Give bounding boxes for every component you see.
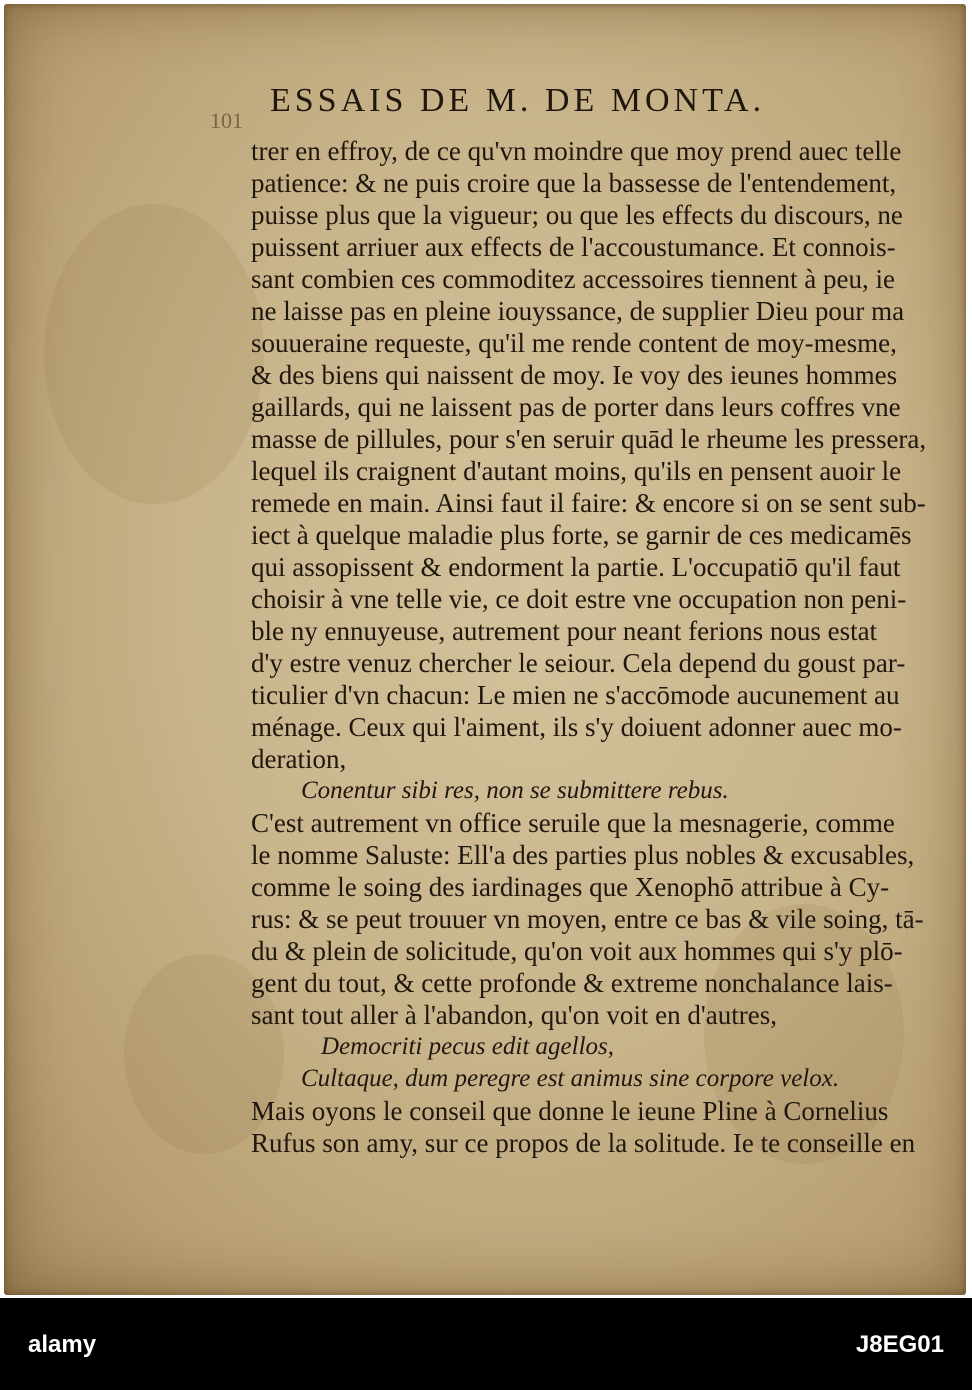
text-line: iect à quelque maladie plus forte, se garnir de ces medicamēs [251,520,912,550]
text-line: du & plein de solicitude, qu'on voit aux hommes qui s'y plō- [251,936,903,966]
text-line: qui assopissent & endorment la partie. L'occupatiō qu'il faut [251,552,901,582]
stock-site-label: alamy [28,1331,97,1358]
text-line: puisse plus que la vigueur; ou que les effects du discours, ne [251,200,903,230]
text-line: masse de pillules, pour s'en seruir quād le rheume les pressera, [251,424,927,454]
text-line: le nomme Saluste: Ell'a des parties plus nobles & excusables, [251,840,915,870]
text-line: remede en main. Ainsi faut il faire: & encore si on se sent sub- [251,488,926,518]
text-line: ble ny ennuyeuse, autrement pour neant ferions nous estat [251,616,878,646]
text-line: gent du tout, & cette profonde & extreme nonchalance lais- [251,968,893,998]
running-head: ESSAIS DE M. DE MONTA. [270,82,766,119]
text-line: sant tout aller à l'abandon, qu'on voit en d'autres, [251,1000,777,1030]
latin-quote: Conentur sibi res, non se submittere rebus. [301,777,729,804]
image-code: J8EG01 [855,1331,944,1358]
text-line: ménage. Ceux qui l'aiment, ils s'y doiuent adonner auec mo- [251,712,902,742]
text-line: ticulier d'vn chacun: Le mien ne s'accōmode aucunement au [251,680,900,710]
latin-quote: Cultaque, dum peregre est animus sine corpore velox. [301,1065,840,1092]
text-line: C'est autrement vn office seruile que la mesnagerie, comme [251,808,895,838]
text-line: puissent arriuer aux effects de l'accoustumance. Et connois- [251,232,896,262]
text-line: & des biens qui naissent de moy. Ie voy des ieunes hommes [251,360,898,390]
text-line: souueraine requeste, qu'il me rende content de moy-mesme, [251,328,897,358]
text-line: lequel ils craignent d'autant moins, qu'ils en pensent auoir le [251,456,902,486]
text-line: choisir à vne telle vie, ce doit estre vne occupation non peni- [251,584,907,614]
paper-stain [44,204,264,504]
text-line: ne laisse pas en pleine iouyssance, de supplier Dieu pour ma [251,296,905,326]
text-line: rus: & se peut trouuer vn moyen, entre ce bas & vile soing, tā- [251,904,924,934]
latin-quote: Democriti pecus edit agellos, [321,1033,614,1060]
text-line: gaillards, qui ne laissent pas de porter dans leurs coffres vne [251,392,901,422]
text-line: deration, [251,744,347,774]
text-line: sant combien ces commoditez accessoires tiennent à peu, ie [251,264,896,294]
text-line: patience: & ne puis croire que la bassesse de l'entendement, [251,168,897,198]
text-line: Rufus son amy, sur ce propos de la solitude. Ie te conseille en [251,1128,916,1158]
text-line: d'y estre venuz chercher le seiour. Cela depend du goust par- [251,648,906,678]
text-line: comme le soing des iardinages que Xenophō attribue à Cy- [251,872,890,902]
page-number: 101 [210,108,243,133]
stock-footer [0,1298,972,1390]
text-line: trer en effroy, de ce qu'vn moindre que moy prend auec telle [251,136,902,166]
text-line: Mais oyons le conseil que donne le ieune Pline à Cornelius [251,1096,889,1126]
